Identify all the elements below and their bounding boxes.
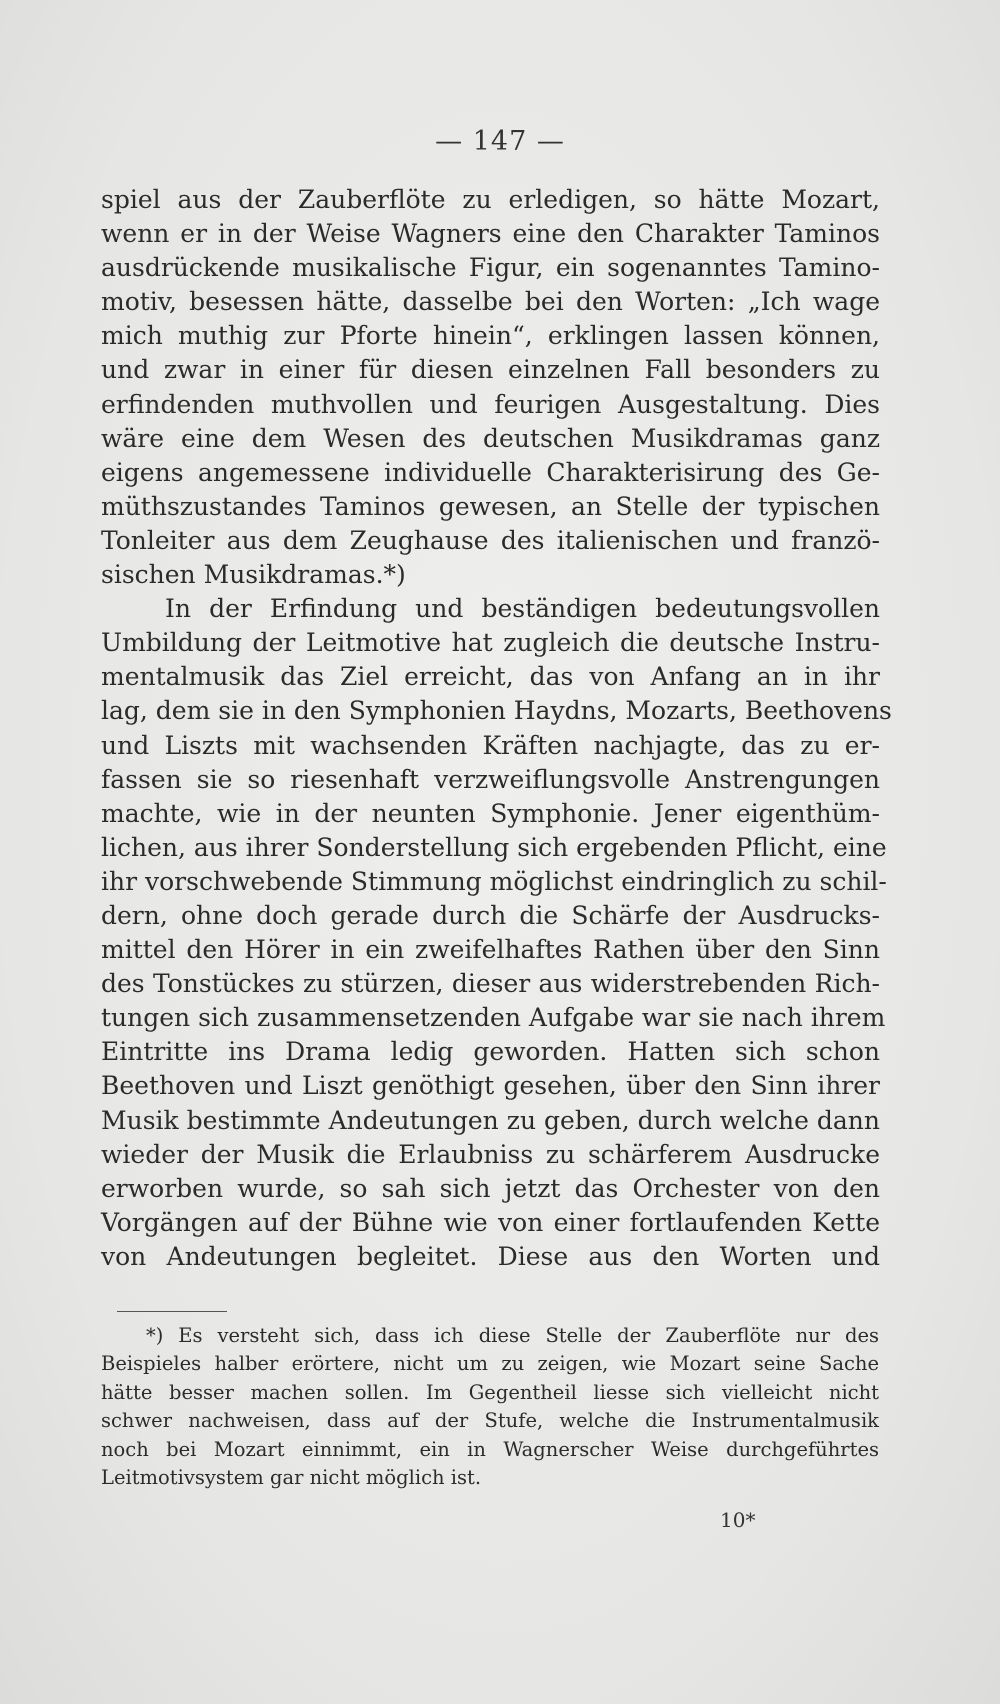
page-number: — 147 —	[435, 126, 565, 157]
signature-mark: 10*	[720, 1508, 756, 1532]
text-line: fassen sie so riesenhaft verzweiflungsvolle Anstrengungen	[101, 764, 880, 794]
footnote-line: noch bei Mozart einnimmt, ein in Wagnerscher Weise durchgeführtes	[101, 1437, 879, 1461]
text-line: Vorgängen auf der Bühne wie von einer fortlaufenden Kette	[101, 1207, 880, 1237]
text-line: Beethoven und Liszt genöthigt gesehen, über den Sinn ihrer	[101, 1071, 880, 1101]
text-line: müthszustandes Taminos gewesen, an Stelle der typischen	[101, 491, 880, 521]
text-line: ausdrückende musikalische Figur, ein sogenanntes Tamino-	[101, 253, 880, 283]
text-line: eigens angemessene individuelle Charakterisirung des Ge-	[101, 457, 880, 487]
text-line: wenn er in der Weise Wagners eine den Charakter Taminos	[101, 219, 880, 249]
footnote-line: Beispieles halber erörtere, nicht um zu zeigen, wie Mozart seine Sache	[101, 1352, 879, 1376]
paragraph-end-line: sischen Musikdramas.*)	[101, 560, 406, 590]
text-line: lichen, aus ihrer Sonderstellung sich ergebenden Pflicht, eine	[101, 832, 887, 862]
text-line: erfindenden muthvollen und feurigen Ausgestaltung. Dies	[101, 389, 880, 419]
footnote-line: hätte besser machen sollen. Im Gegentheil liesse sich vielleicht nicht	[101, 1380, 879, 1404]
text-line: machte, wie in der neunten Symphonie. Jener eigenthüm-	[101, 798, 880, 828]
text-line: und Liszts mit wachsenden Kräften nachjagte, das zu er-	[101, 730, 880, 760]
text-line: und zwar in einer für diesen einzelnen Fall besonders zu	[101, 355, 880, 385]
text-line: motiv, besessen hätte, dasselbe bei den Worten: „Ich wage	[101, 287, 880, 317]
text-line: tungen sich zusammensetzenden Aufgabe war sie nach ihrem	[101, 1003, 886, 1033]
text-line: mentalmusik das Ziel erreicht, das von Anfang an in ihr	[101, 662, 880, 692]
main-text	[101, 183, 892, 1274]
footnote-line: Leitmotivsystem gar nicht möglich ist.	[101, 1465, 482, 1489]
text-line: wieder der Musik die Erlaubniss zu schärferem Ausdrucke	[101, 1139, 880, 1169]
text-line: Musik bestimmte Andeutungen zu geben, durch welche dann	[101, 1105, 880, 1135]
footnote-line: *) Es versteht sich, dass ich diese Stelle der Zauberflöte nur des	[146, 1324, 879, 1347]
text-line: Umbildung der Leitmotive hat zugleich die deutsche Instru-	[101, 628, 880, 658]
text-line: erworben wurde, so sah sich jetzt das Orchester von den	[101, 1173, 880, 1203]
text-line: Tonleiter aus dem Zeughause des italienischen und franzö-	[101, 525, 880, 555]
text-line: lag, dem sie in den Symphonien Haydns, Mozarts, Beethovens	[101, 696, 892, 726]
text-line: mich muthig zur Pforte hinein“, erklingen lassen können,	[101, 321, 880, 351]
footnote-divider	[117, 1311, 227, 1312]
text-line: mittel den Hörer in ein zweifelhaftes Rathen über den Sinn	[101, 935, 880, 965]
text-line: spiel aus der Zauberflöte zu erledigen, so hätte Mozart,	[101, 185, 880, 214]
paragraph-start-line: In der Erfindung und beständigen bedeutungsvollen	[165, 594, 880, 624]
text-line: von Andeutungen begleitet. Diese aus den Worten und	[101, 1241, 880, 1271]
text-line: ihr vorschwebende Stimmung möglichst eindringlich zu schil-	[101, 866, 887, 896]
text-line: des Tonstückes zu stürzen, dieser aus widerstrebenden Rich-	[101, 969, 880, 999]
footnote	[101, 1322, 879, 1492]
text-line: Eintritte ins Drama ledig geworden. Hatten sich schon	[101, 1037, 880, 1067]
text-line: dern, ohne doch gerade durch die Schärfe der Ausdrucks-	[101, 900, 880, 930]
footnote-line: schwer nachweisen, dass auf der Stufe, welche die Instrumentalmusik	[101, 1409, 879, 1433]
text-line: wäre eine dem Wesen des deutschen Musikdramas ganz	[101, 423, 880, 453]
